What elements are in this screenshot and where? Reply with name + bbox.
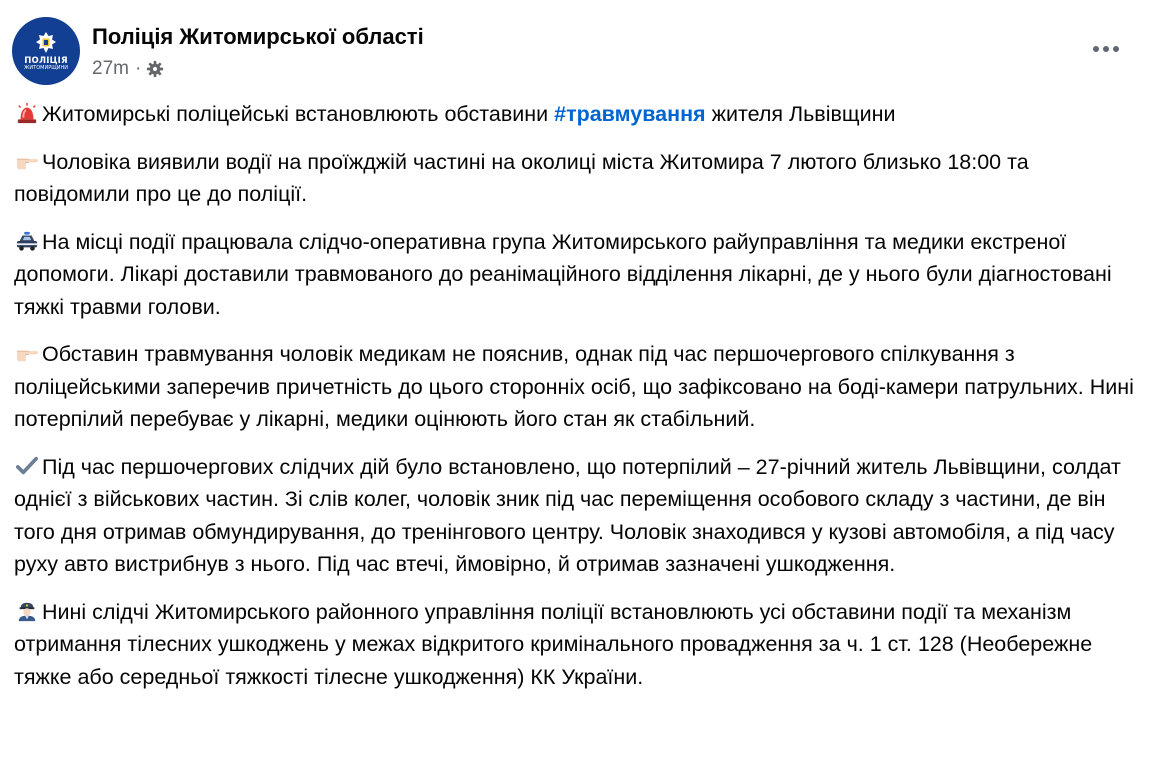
paragraph-6-text: Нині слідчі Житомирського районного управління поліції встановлюють усі обставини події та механізм отримання тілесних ушкоджень у межах відкритого кримінального провадження за ч. 1 ст. 128 (Необережне тяжке або середньої тяжкості тілесне ушкодження) КК України. (14, 599, 1093, 689)
page-name-link[interactable]: Поліція Житомирської області (92, 24, 424, 49)
siren-emoji-icon (14, 102, 40, 124)
more-dot-icon (1103, 46, 1109, 52)
post-header (0, 0, 1149, 100)
headline-text-end: жителя Львівщини (705, 102, 896, 126)
paragraph-2-text: Чоловіка виявили водії на проїжджій частині на околиці міста Житомира 7 лютого близько 18:00 та повідомили про це до поліції. (14, 149, 1029, 206)
check-mark-emoji-icon (14, 455, 40, 477)
paragraph-headline (14, 98, 1142, 131)
pointing-hand-emoji-icon (14, 150, 40, 172)
police-officer-emoji-icon (14, 600, 40, 622)
police-star-icon (35, 31, 57, 55)
meta-separator: · (134, 58, 142, 79)
more-dot-icon (1113, 46, 1119, 52)
post-meta (92, 58, 164, 80)
paragraph-5-text: Під час першочергових слідчих дій було встановлено, що потерпілий – 27-річний житель Львівщини, солдат однієї з військових частин. Зі слів колег, чоловік зник під час переміщення особового складу з частини, де він того дня отримав обмундирування, до тренінгового центру. Чоловік знаходився у кузові автомобіля, а під часу руху авто вистрибнув з нього. Під час втечі, ймовірно, й отримав зазначені ушкодження. (14, 454, 1121, 576)
paragraph-3 (14, 226, 1142, 324)
headline-text: Житомирські поліцейські встановлюють обставини (42, 102, 555, 126)
police-car-emoji-icon (14, 230, 40, 252)
timestamp-link[interactable]: 27m (92, 58, 129, 79)
pointing-hand-emoji-icon (14, 342, 40, 364)
post-body (14, 98, 1142, 708)
more-dot-icon (1093, 46, 1099, 52)
paragraph-5 (14, 451, 1142, 581)
avatar[interactable] (12, 17, 80, 85)
paragraph-6 (14, 596, 1142, 694)
hashtag-link[interactable]: #травмування (554, 102, 706, 126)
paragraph-2 (14, 146, 1142, 211)
paragraph-4 (14, 338, 1142, 436)
more-options-button[interactable] (1086, 34, 1126, 64)
avatar-logo-text: ПОЛІЦІЯ (24, 55, 68, 66)
avatar-logo-subtext: ЖИТОМИРЩИНИ (24, 65, 68, 72)
paragraph-4-text: Обставин травмування чоловік медикам не пояснив, однак під час першочергового спілкування з поліцейськими заперечив причетність до цього сторонніх осіб, що зафіксовано на боді-камери патрульних. Нині потерпілий перебуває у лікарні, медики оцінюють його стан як стабільний. (14, 342, 1134, 431)
paragraph-3-text: На місці події працювала слідчо-оперативна група Житомирського райуправління та медики екстреної допомоги. Лікарі доставили травмованого до реанімаційного відділення лікарні, де у нього були діагностовані тяжкі травми голови. (14, 229, 1112, 319)
gear-icon[interactable] (146, 60, 164, 78)
